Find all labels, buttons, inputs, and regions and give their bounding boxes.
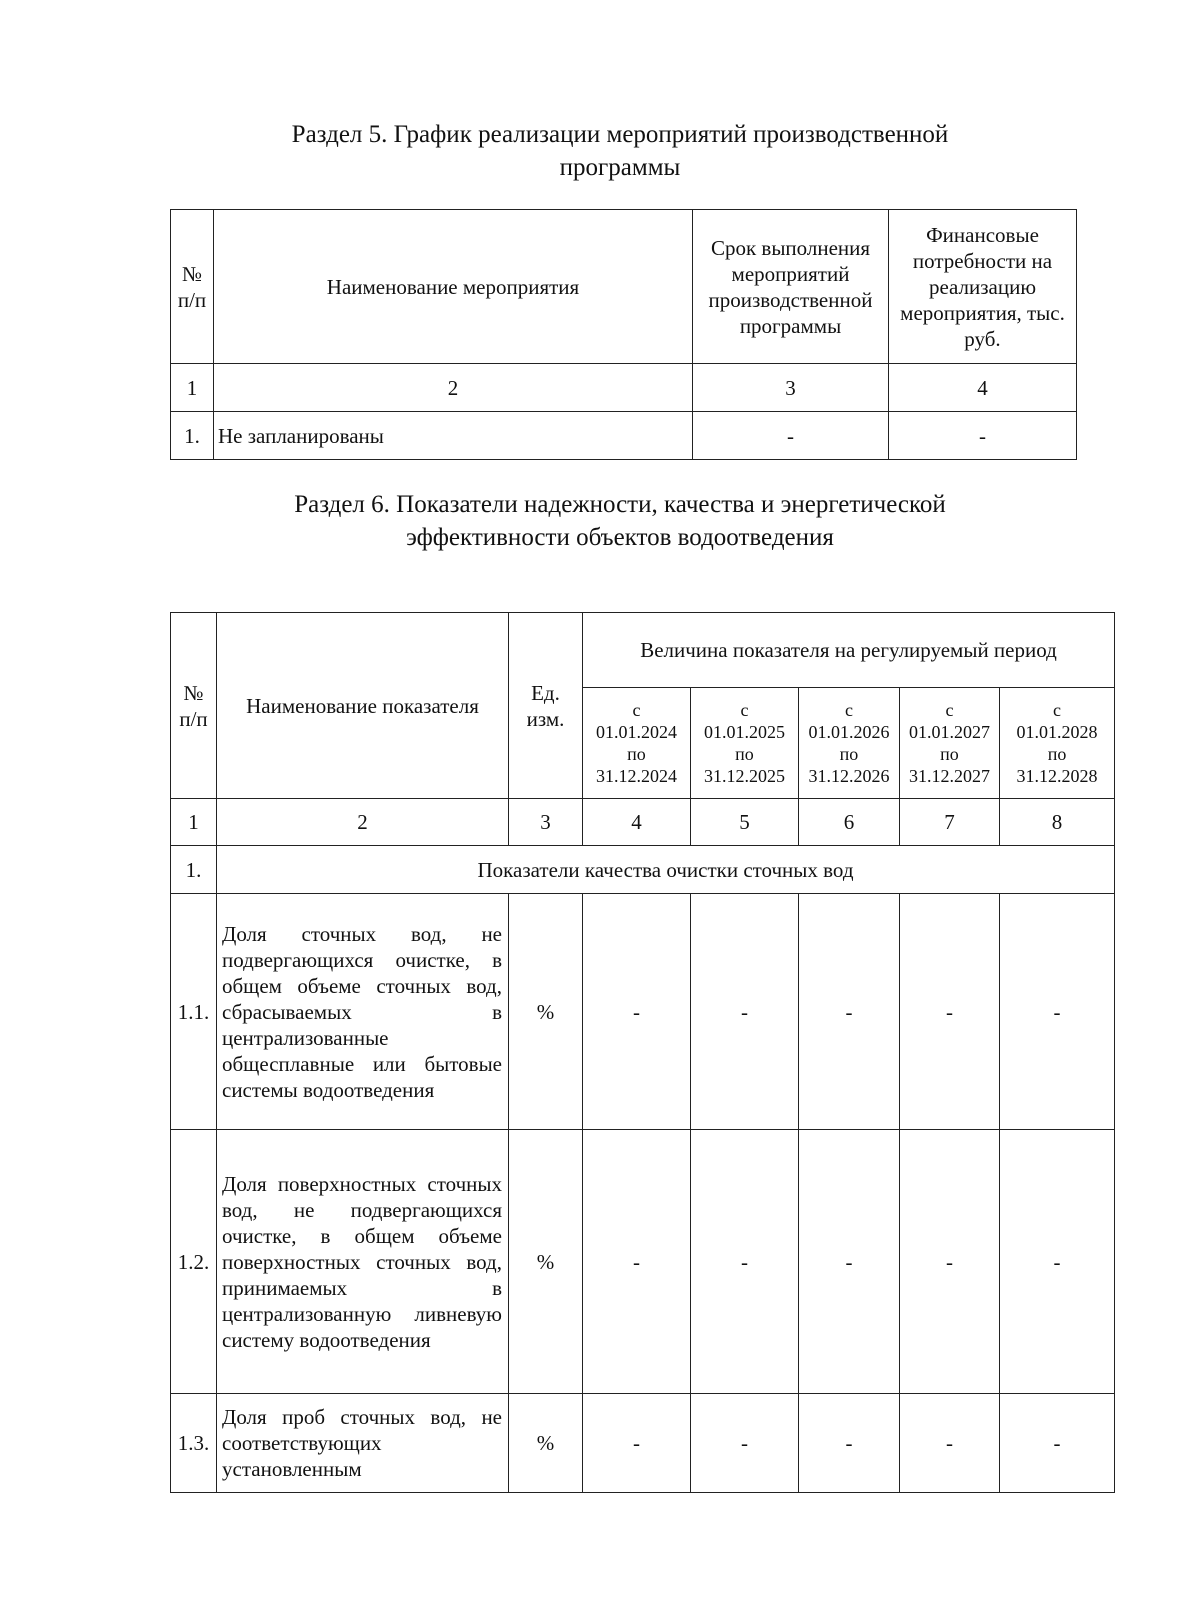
row-unit: % bbox=[509, 894, 583, 1130]
header-unit: Ед. изм. bbox=[509, 613, 583, 799]
col-number: 3 bbox=[693, 364, 889, 412]
period-header: с 01.01.2025 по 31.12.2025 bbox=[691, 688, 799, 799]
period-header: с 01.01.2027 по 31.12.2027 bbox=[900, 688, 1000, 799]
row-name: Доля сточных вод, не подвергающихся очистке, в общем объеме сточных вод, сбрасываемых в централизованные общесплавные или бытовые системы водоотведения bbox=[217, 894, 509, 1130]
header-num: № п/п bbox=[171, 613, 217, 799]
header-finance: Финансовые потребности на реализацию мероприятия, тыс. руб. bbox=[889, 210, 1077, 364]
period-header: с 01.01.2026 по 31.12.2026 bbox=[799, 688, 900, 799]
table-row bbox=[171, 412, 1077, 460]
col-number: 6 bbox=[799, 799, 900, 846]
header-name: Наименование показателя bbox=[217, 613, 509, 799]
section5-title bbox=[160, 118, 1080, 184]
header-period: Величина показателя на регулируемый период bbox=[583, 613, 1115, 688]
row-num: 1.3. bbox=[171, 1394, 217, 1493]
col-number: 1 bbox=[171, 364, 214, 412]
row-finance: - bbox=[889, 412, 1077, 460]
col-number: 4 bbox=[889, 364, 1077, 412]
period-header: с 01.01.2024 по 31.12.2024 bbox=[583, 688, 691, 799]
row-num: 1.2. bbox=[171, 1130, 217, 1394]
table-row bbox=[171, 894, 1115, 1130]
row-unit: % bbox=[509, 1130, 583, 1394]
col-number: 1 bbox=[171, 799, 217, 846]
row-value: - bbox=[1000, 1394, 1115, 1493]
section5-title-line2: программы bbox=[559, 154, 681, 181]
period-header: с 01.01.2028 по 31.12.2028 bbox=[1000, 688, 1115, 799]
row-value: - bbox=[900, 1130, 1000, 1394]
group-num: 1. bbox=[171, 846, 217, 894]
col-number: 2 bbox=[217, 799, 509, 846]
col-number: 4 bbox=[583, 799, 691, 846]
row-value: - bbox=[1000, 1130, 1115, 1394]
row-num: 1.1. bbox=[171, 894, 217, 1130]
row-unit: % bbox=[509, 1394, 583, 1493]
column-number-row bbox=[171, 799, 1115, 846]
section6-title-line2: эффективности объектов водоотведения bbox=[406, 524, 834, 551]
col-number: 2 bbox=[214, 364, 693, 412]
row-name: Доля проб сточных вод, не соответствующих установленным bbox=[217, 1394, 509, 1493]
table-row bbox=[171, 1394, 1115, 1493]
row-value: - bbox=[799, 894, 900, 1130]
table-header-row bbox=[171, 613, 1115, 688]
row-name: Доля поверхностных сточных вод, не подвергающихся очистке, в общем объеме поверхностных сточных вод, принимаемых в централизованную ливневую систему водоотведения bbox=[217, 1130, 509, 1394]
group-row bbox=[171, 846, 1115, 894]
row-value: - bbox=[799, 1130, 900, 1394]
section6-title-line1: Раздел 6. Показатели надежности, качества и энергетической bbox=[294, 491, 946, 518]
header-term: Срок выполнения мероприятий производственной программы bbox=[693, 210, 889, 364]
section5-title-line1: Раздел 5. График реализации мероприятий производственной bbox=[291, 121, 949, 148]
row-value: - bbox=[583, 1394, 691, 1493]
row-value: - bbox=[1000, 894, 1115, 1130]
row-value: - bbox=[900, 894, 1000, 1130]
table-header-row bbox=[171, 210, 1077, 364]
col-number: 3 bbox=[509, 799, 583, 846]
section5-table bbox=[170, 209, 1077, 460]
section6-title bbox=[160, 488, 1080, 554]
row-value: - bbox=[583, 1130, 691, 1394]
col-number: 5 bbox=[691, 799, 799, 846]
row-num: 1. bbox=[171, 412, 214, 460]
row-value: - bbox=[691, 1394, 799, 1493]
col-number: 8 bbox=[1000, 799, 1115, 846]
table-row bbox=[171, 1130, 1115, 1394]
row-value: - bbox=[583, 894, 691, 1130]
column-number-row bbox=[171, 364, 1077, 412]
col-number: 7 bbox=[900, 799, 1000, 846]
row-term: - bbox=[693, 412, 889, 460]
row-value: - bbox=[691, 1130, 799, 1394]
header-num: № п/п bbox=[171, 210, 214, 364]
row-value: - bbox=[691, 894, 799, 1130]
row-value: - bbox=[799, 1394, 900, 1493]
row-value: - bbox=[900, 1394, 1000, 1493]
group-name: Показатели качества очистки сточных вод bbox=[217, 846, 1115, 894]
header-name: Наименование мероприятия bbox=[214, 210, 693, 364]
row-name: Не запланированы bbox=[214, 412, 693, 460]
section6-table bbox=[170, 612, 1115, 1493]
